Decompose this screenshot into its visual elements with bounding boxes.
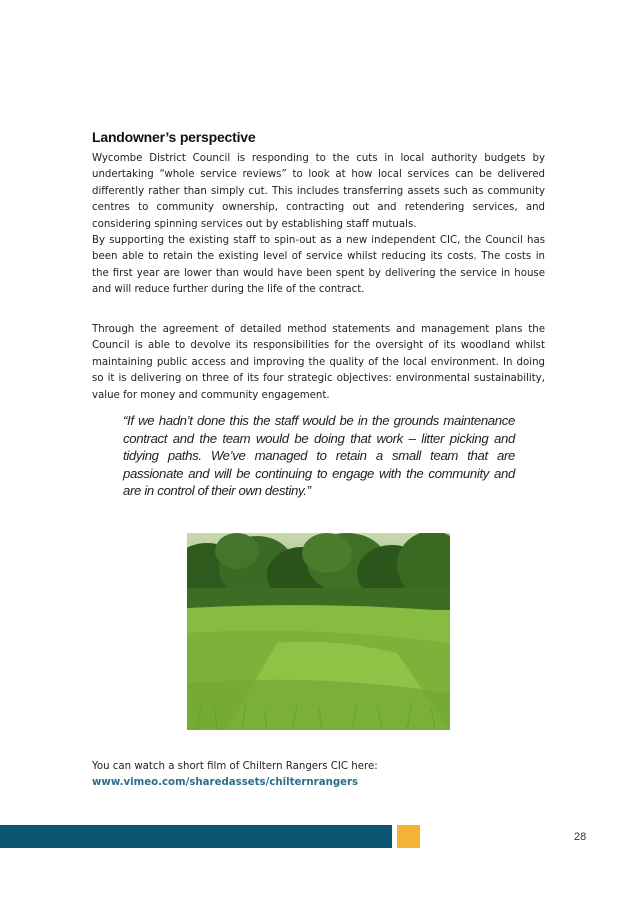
vimeo-link[interactable]: www.vimeo.com/sharedassets/chilternrangers xyxy=(92,777,359,788)
paragraph-spin-out: By supporting the existing staff to spin-out as a new independent CIC, the Council has been able to retain the existing level of service whilst reducing its costs. The costs in the first year are lower than would have been spent by delivering the service in house and will reduce further during the life of the contract. xyxy=(92,235,545,296)
page-number: 28 xyxy=(574,831,587,843)
pull-quote: “If we hadn’t done this the staff would be in the grounds maintenance contract and the team would be doing that work – litter picking and tidying paths. We’ve managed to retain a small team that are passionate and will be continuing to engage with the community and are in control of their own destiny.” xyxy=(123,413,515,499)
footer-bar xyxy=(0,825,392,848)
meadow-photo xyxy=(187,533,450,730)
footer-accent-square xyxy=(397,825,420,848)
paragraph-service-reviews: Wycombe District Council is responding to the cuts in local authority budgets by undertaking “whole service reviews” to look at how local services can be delivered differently rather than simply cut. This includes transferring assets such as community centres to community ownership, contracting out and retendering services, and considering spinning services out by establishing staff mutuals. xyxy=(92,153,545,230)
section-heading: Landowner’s perspective xyxy=(92,129,256,145)
film-caption: You can watch a short film of Chiltern Rangers CIC here: xyxy=(92,761,378,772)
paragraph-strategic-objectives: Through the agreement of detailed method statements and management plans the Council is able to devolve its responsibilities for the oversight of its woodland whilst maintaining public access and improving the quality of the local environment. In doing so it is delivering on three of its four strategic objectives: environmental sustainability, value for money and community engagement. xyxy=(92,324,545,401)
